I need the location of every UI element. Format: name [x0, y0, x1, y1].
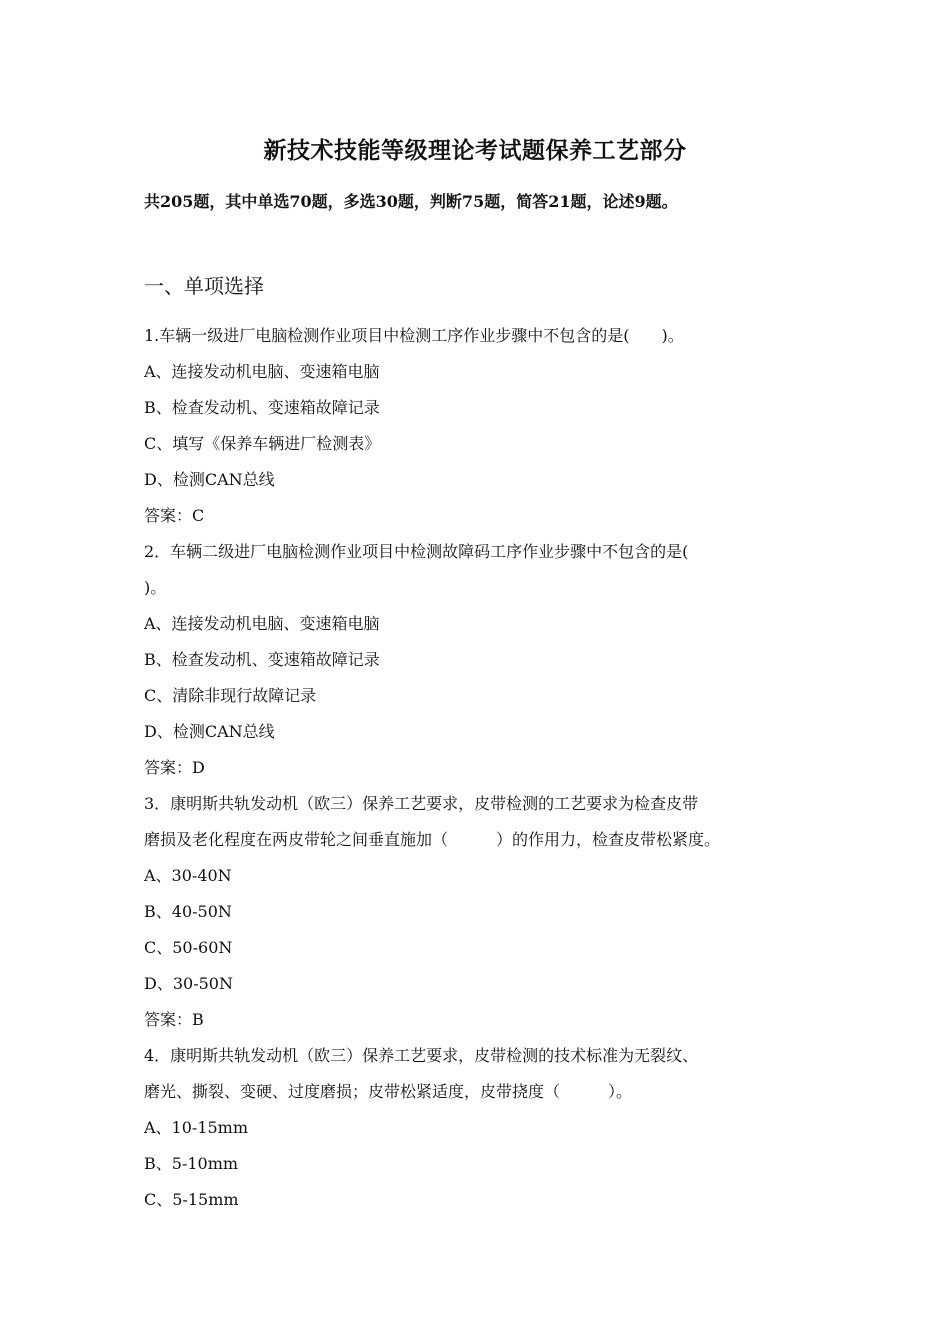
- option-d: D、检测CAN总线: [144, 470, 275, 489]
- question-item: [144, 318, 824, 534]
- document-title: 新技术技能等级理论考试题保养工艺部分: [263, 137, 687, 164]
- option-b: B、40-50N: [144, 902, 232, 921]
- option-d: D、检测CAN总线: [144, 722, 275, 741]
- option-a: A、连接发动机电脑、变速箱电脑: [144, 362, 380, 381]
- question-summary: 共205题，其中单选70题，多选30题，判断75题，简答21题，论述9题。: [144, 192, 678, 211]
- option-c: C、填写《保养车辆进厂检测表》: [144, 434, 381, 453]
- answer: 答案：D: [144, 758, 205, 777]
- question-list: [144, 318, 824, 1218]
- question-text-continued: 磨损及老化程度在两皮带轮之间垂直施加（ ）的作用力，检查皮带松紧度。: [144, 830, 721, 849]
- question-text: 1.车辆一级进厂电脑检测作业项目中检测工序作业步骤中不包含的是( )。: [144, 326, 684, 345]
- option-c: C、清除非现行故障记录: [144, 686, 317, 705]
- option-a: A、连接发动机电脑、变速箱电脑: [144, 614, 380, 633]
- option-b: B、检查发动机、变速箱故障记录: [144, 650, 380, 669]
- answer: 答案：B: [144, 1010, 204, 1029]
- question-text-continued: 磨光、撕裂、变硬、过度磨损；皮带松紧适度，皮带挠度（ ）。: [144, 1082, 633, 1101]
- question-text: 2．车辆二级进厂电脑检测作业项目中检测故障码工序作业步骤中不包含的是(: [144, 542, 689, 561]
- question-text-continued: )。: [144, 578, 167, 597]
- option-a: A、10-15mm: [144, 1118, 249, 1137]
- option-b: B、5-10mm: [144, 1154, 239, 1173]
- question-text: 3．康明斯共轨发动机（欧三）保养工艺要求，皮带检测的工艺要求为检查皮带: [144, 794, 699, 813]
- option-c: C、5-15mm: [144, 1190, 239, 1209]
- option-c: C、50-60N: [144, 938, 233, 957]
- section-heading: 一、单项选择: [144, 274, 264, 298]
- answer: 答案：C: [144, 506, 205, 525]
- question-item: [144, 1038, 824, 1218]
- question-text: 4．康明斯共轨发动机（欧三）保养工艺要求，皮带检测的技术标准为无裂纹、: [144, 1046, 699, 1065]
- option-b: B、检查发动机、变速箱故障记录: [144, 398, 380, 417]
- question-item: [144, 534, 824, 786]
- option-d: D、30-50N: [144, 974, 233, 993]
- question-item: [144, 786, 824, 1038]
- option-a: A、30-40N: [144, 866, 232, 885]
